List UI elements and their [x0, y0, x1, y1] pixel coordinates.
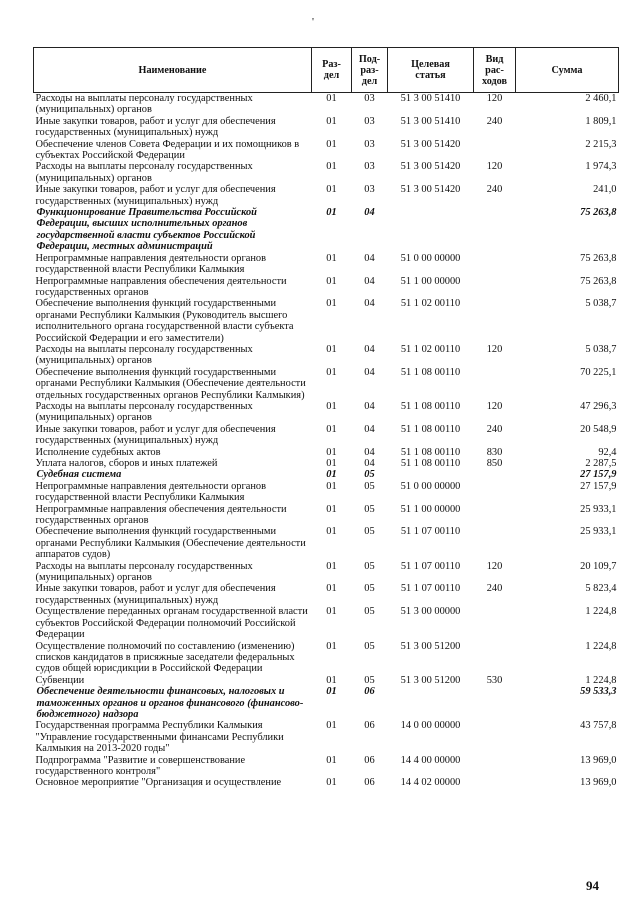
row-statya: 51 1 08 00110 — [400, 400, 461, 412]
row-summa: 75 263,8 — [580, 207, 617, 219]
row-razdel: 01 — [326, 207, 337, 219]
row-statya: 51 1 08 00110 — [400, 423, 461, 435]
row-podrazdel: 05 — [364, 526, 375, 538]
row-statya: 51 0 00 00000 — [400, 480, 461, 492]
row-razdel: 01 — [326, 446, 337, 458]
table-row — [34, 344, 619, 367]
row-summa: 5 038,7 — [585, 343, 617, 355]
row-razdel: 01 — [326, 298, 337, 310]
row-razdel: 01 — [326, 184, 337, 196]
row-summa: 5 823,4 — [585, 583, 617, 595]
row-statya: 51 3 00 51410 — [400, 115, 461, 127]
row-podrazdel: 05 — [364, 674, 375, 686]
row-statya: 51 1 07 00110 — [400, 583, 461, 595]
row-summa: 13 969,0 — [580, 754, 617, 766]
row-name: Обеспечение выполнения функций государственными органами Республики Калмыкия (Обеспечение деятельности отдельных государственных органов Республики Калмыкия) — [35, 366, 306, 401]
row-podrazdel: 04 — [364, 366, 375, 378]
row-razdel: 01 — [326, 560, 337, 572]
row-name: Расходы на выплаты персоналу государственных (муниципальных) органов — [35, 400, 253, 424]
table-row — [34, 641, 619, 675]
row-vid: 830 — [486, 446, 503, 458]
row-statya: 51 1 02 00110 — [400, 343, 461, 355]
row-statya: 51 1 02 00110 — [400, 298, 461, 310]
row-vid: 240 — [486, 423, 503, 435]
row-vid — [474, 276, 516, 299]
row-razdel: 01 — [326, 115, 337, 127]
row-statya — [388, 207, 474, 253]
row-razdel: 01 — [326, 366, 337, 378]
table-row — [34, 561, 619, 584]
row-razdel: 01 — [326, 606, 337, 618]
row-podrazdel: 05 — [364, 480, 375, 492]
top-mark: ' — [312, 16, 314, 28]
row-vid — [474, 253, 516, 276]
row-statya: 51 3 00 00000 — [400, 606, 461, 618]
row-podrazdel: 04 — [364, 446, 375, 458]
row-summa: 2 460,1 — [585, 93, 617, 104]
row-podrazdel: 03 — [364, 161, 375, 173]
row-razdel: 01 — [326, 275, 337, 287]
row-podrazdel: 05 — [364, 640, 375, 652]
row-summa: 25 933,1 — [580, 526, 617, 538]
row-vid: 120 — [486, 93, 503, 104]
row-podrazdel: 05 — [364, 606, 375, 618]
row-vid — [474, 207, 516, 253]
row-vid: 240 — [486, 115, 503, 127]
table-row — [34, 139, 619, 162]
row-vid — [474, 755, 516, 778]
table-row — [34, 276, 619, 299]
row-razdel: 01 — [326, 400, 337, 412]
row-podrazdel: 03 — [364, 184, 375, 196]
row-podrazdel: 03 — [364, 138, 375, 150]
row-statya: 51 1 07 00110 — [400, 560, 461, 572]
row-podrazdel: 04 — [364, 252, 375, 264]
row-summa: 1 809,1 — [585, 115, 617, 127]
row-vid — [474, 606, 516, 640]
row-vid: 120 — [486, 400, 503, 412]
row-statya: 51 0 00 00000 — [400, 252, 461, 264]
row-razdel: 01 — [326, 138, 337, 150]
row-vid: 240 — [486, 184, 503, 196]
row-summa: 20 109,7 — [580, 560, 617, 572]
row-summa: 75 263,8 — [580, 252, 617, 264]
table-row — [34, 93, 619, 116]
row-name: Основное мероприятие "Организация и осуществление — [35, 777, 282, 789]
row-name: Субвенции — [35, 674, 85, 686]
row-statya: 14 4 02 00000 — [400, 777, 461, 789]
row-vid — [474, 481, 516, 504]
row-podrazdel: 06 — [364, 754, 375, 766]
row-vid — [474, 139, 516, 162]
row-statya: 51 3 00 51420 — [400, 138, 461, 150]
table-header-row — [34, 48, 619, 93]
row-name: Непрограммные направления обеспечения деятельности государственных органов — [35, 503, 287, 527]
row-statya: 51 1 08 00110 — [400, 446, 461, 458]
row-summa: 13 969,0 — [580, 777, 617, 789]
row-razdel: 01 — [326, 777, 337, 789]
row-razdel: 01 — [326, 423, 337, 435]
table-row — [34, 720, 619, 754]
row-razdel: 01 — [326, 252, 337, 264]
row-razdel: 01 — [326, 343, 337, 355]
table-row — [34, 253, 619, 276]
row-statya: 51 1 00 00000 — [400, 503, 461, 515]
row-vid — [474, 686, 516, 720]
row-name: Иные закупки товаров, работ и услуг для обеспечения государственных (муниципальных) нужд — [35, 583, 276, 606]
row-summa: 25 933,1 — [580, 503, 617, 515]
row-podrazdel: 05 — [364, 503, 375, 515]
table-row — [34, 583, 619, 606]
row-summa: 1 974,3 — [585, 161, 617, 173]
row-podrazdel: 04 — [364, 207, 375, 219]
table-row — [34, 504, 619, 527]
row-razdel: 01 — [326, 720, 337, 732]
row-statya: 51 3 00 51200 — [400, 674, 461, 686]
row-summa: 43 757,8 — [580, 720, 617, 732]
row-name: Иные закупки товаров, работ и услуг для обеспечения государственных (муниципальных) нужд — [35, 115, 276, 139]
row-name: Расходы на выплаты персоналу государственных (муниципальных) органов — [35, 161, 253, 184]
row-razdel: 01 — [326, 674, 337, 686]
row-razdel: 01 — [326, 458, 337, 469]
row-summa: 1 224,8 — [585, 606, 617, 618]
row-razdel: 01 — [326, 93, 337, 104]
row-podrazdel: 06 — [364, 720, 375, 732]
col-podrazdel-header: Под- раз- дел — [352, 48, 388, 93]
table-row — [34, 447, 619, 458]
row-name: Осуществление переданных органам государственной власти субъектов Российской Федерации полномочий Российской Федерации — [35, 606, 308, 641]
row-summa: 2 215,3 — [585, 138, 617, 150]
row-podrazdel: 04 — [364, 458, 375, 469]
row-name: Уплата налогов, сборов и иных платежей — [35, 458, 218, 469]
row-razdel: 01 — [326, 480, 337, 492]
row-summa: 47 296,3 — [580, 400, 617, 412]
row-podrazdel: 06 — [364, 777, 375, 789]
table-row — [34, 526, 619, 560]
row-name: Иные закупки товаров, работ и услуг для обеспечения государственных (муниципальных) нужд — [35, 184, 276, 207]
row-podrazdel: 04 — [364, 275, 375, 287]
row-statya: 14 0 00 00000 — [400, 720, 461, 732]
row-statya: 51 3 00 51200 — [400, 640, 461, 652]
table-row — [34, 161, 619, 184]
row-name: Исполнение судебных актов — [35, 446, 161, 458]
row-razdel: 01 — [326, 526, 337, 538]
row-statya: 51 3 00 51410 — [400, 93, 461, 104]
col-summa-header: Сумма — [516, 48, 619, 93]
table-row — [34, 116, 619, 139]
row-razdel: 01 — [326, 583, 337, 595]
row-statya: 51 1 08 00110 — [400, 458, 461, 469]
table-row — [34, 367, 619, 401]
row-summa: 92,4 — [598, 446, 617, 458]
row-name: Иные закупки товаров, работ и услуг для обеспечения государственных (муниципальных) нужд — [35, 423, 276, 447]
row-vid: 120 — [486, 343, 503, 355]
row-summa: 59 533,3 — [580, 686, 617, 698]
table-row — [34, 777, 619, 788]
table-row — [34, 675, 619, 686]
row-statya: 51 3 00 51420 — [400, 161, 461, 173]
col-razdel-header: Раз- дел — [312, 48, 352, 93]
row-statya: 51 1 07 00110 — [400, 526, 461, 538]
row-podrazdel: 05 — [364, 469, 375, 481]
row-name: Судебная система — [36, 469, 122, 481]
table-row — [34, 686, 619, 720]
row-razdel: 01 — [326, 503, 337, 515]
table-row — [34, 606, 619, 640]
row-name: Осуществление полномочий по составлению (изменению) списков кандидатов в присяжные заседатели федеральных судов общей юрисдикции в Российской Федерации — [35, 640, 295, 675]
row-name: Непрограммные направления деятельности органов государственной власти Республики Калмыкия — [35, 480, 267, 504]
row-statya — [388, 686, 474, 720]
row-name: Непрограммные направления обеспечения деятельности государственных органов — [35, 275, 287, 298]
row-podrazdel: 06 — [364, 686, 375, 698]
row-vid — [474, 641, 516, 675]
row-vid: 240 — [486, 583, 503, 595]
row-podrazdel: 04 — [364, 343, 375, 355]
row-vid — [474, 469, 516, 480]
row-podrazdel: 03 — [364, 93, 375, 104]
row-statya: 14 4 00 00000 — [400, 754, 461, 766]
col-statya-header: Целевая статья — [388, 48, 474, 93]
row-vid — [474, 367, 516, 401]
row-summa: 75 263,8 — [580, 275, 617, 287]
table-row — [34, 481, 619, 504]
row-vid: 530 — [486, 674, 503, 686]
row-summa: 27 157,9 — [580, 469, 617, 481]
row-name: Обеспечение деятельности финансовых, налоговых и таможенных органов и органов финансового (финансово-бюджетного) надзора — [36, 686, 304, 720]
row-name: Государственная программа Республики Калмыкия "Управление государственными финансами Республики Калмыкия на 2013-2020 годы" — [35, 720, 284, 755]
row-summa: 1 224,8 — [585, 674, 617, 686]
table-row — [34, 424, 619, 447]
row-razdel: 01 — [326, 754, 337, 766]
row-podrazdel: 04 — [364, 400, 375, 412]
table-row — [34, 298, 619, 344]
row-vid — [474, 526, 516, 560]
row-razdel: 01 — [326, 469, 337, 481]
row-summa: 241,0 — [593, 184, 617, 196]
table-row — [34, 401, 619, 424]
row-name: Расходы на выплаты персоналу государственных (муниципальных) органов — [35, 343, 253, 367]
table-body — [34, 93, 619, 789]
row-name: Расходы на выплаты персоналу государственных (муниципальных) органов — [35, 560, 253, 584]
row-razdel: 01 — [326, 686, 337, 698]
row-summa: 2 287,5 — [585, 458, 617, 469]
row-vid — [474, 777, 516, 788]
row-podrazdel: 04 — [364, 423, 375, 435]
table-row — [34, 755, 619, 778]
table-row — [34, 207, 619, 253]
row-name: Подпрограмма "Развитие и совершенствование государственного контроля" — [35, 754, 246, 777]
row-summa: 20 548,9 — [580, 423, 617, 435]
row-name: Непрограммные направления деятельности органов государственной власти Республики Калмыкия — [35, 252, 267, 276]
row-podrazdel: 04 — [364, 298, 375, 310]
budget-table — [33, 47, 619, 789]
row-podrazdel: 03 — [364, 115, 375, 127]
table-row — [34, 184, 619, 207]
row-name: Обеспечение выполнения функций государственными органами Республики Калмыкия (Обеспечение деятельности аппаратов судов) — [35, 526, 306, 561]
row-summa: 5 038,7 — [585, 298, 617, 310]
row-statya — [388, 469, 474, 480]
row-vid — [474, 720, 516, 754]
row-summa: 1 224,8 — [585, 640, 617, 652]
row-vid: 120 — [486, 161, 503, 173]
row-name: Функционирование Правительства Российской Федерации, высших исполнительных органов государственной власти субъектов Российской Федерации, местных администраций — [36, 207, 257, 253]
row-vid: 120 — [486, 560, 503, 572]
row-summa: 27 157,9 — [580, 480, 617, 492]
row-vid: 850 — [486, 458, 503, 469]
row-vid — [474, 298, 516, 344]
row-podrazdel: 05 — [364, 583, 375, 595]
row-name: Обеспечение членов Совета Федерации и их помощников в субъектах Российской Федерации — [35, 138, 300, 162]
row-statya: 51 1 08 00110 — [400, 366, 461, 378]
row-statya: 51 1 00 00000 — [400, 275, 461, 287]
table-row — [34, 458, 619, 469]
col-vid-header: Вид рас- ходов — [474, 48, 516, 93]
page-number: 94 — [586, 878, 599, 893]
row-name: Расходы на выплаты персоналу государственных (муниципальных) органов — [35, 93, 253, 116]
table-row — [34, 469, 619, 480]
row-podrazdel: 05 — [364, 560, 375, 572]
row-statya: 51 3 00 51420 — [400, 184, 461, 196]
row-name: Обеспечение выполнения функций государственными органами Республики Калмыкия (Руководитель высшего исполнительного органа государственной власти субъекта Российской Федерации и его заместители) — [35, 298, 294, 344]
row-razdel: 01 — [326, 640, 337, 652]
row-summa: 70 225,1 — [580, 366, 617, 378]
col-name-header: Наименование — [34, 48, 312, 93]
row-razdel: 01 — [326, 161, 337, 173]
row-vid — [474, 504, 516, 527]
